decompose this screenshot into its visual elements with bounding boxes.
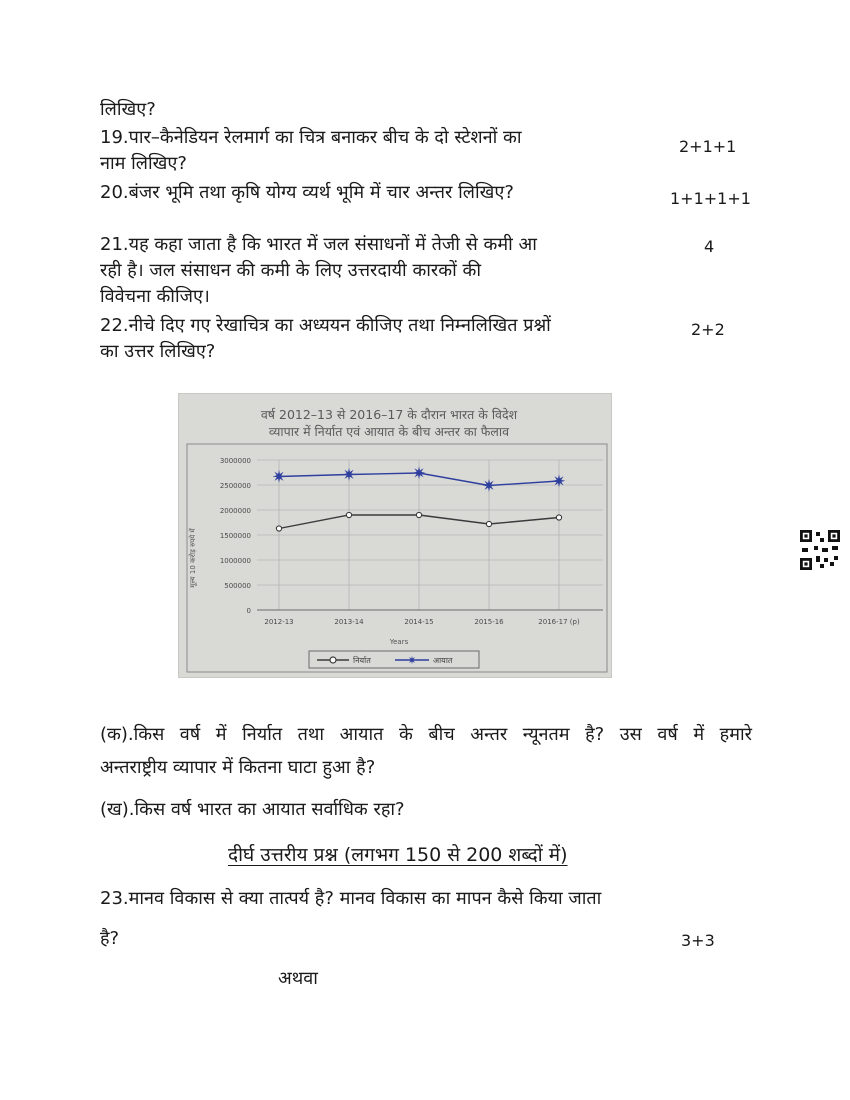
question-21 [100, 232, 656, 310]
x-tick-label: 2016-17 (p) [538, 618, 580, 626]
text-line: नाम लिखिए? [100, 153, 187, 174]
chart-y-axis-label: मूल्य 10 करोड़ रुपये में [189, 528, 197, 588]
import-point: ✷ [341, 465, 357, 486]
y-tick-label: 2500000 [219, 482, 251, 490]
text-line: है? [100, 928, 120, 949]
question-20 [100, 180, 660, 206]
marks-q23: 3+3 [681, 931, 715, 950]
marks-q20: 1+1+1+1 [670, 189, 751, 208]
import-point: ✷ [481, 476, 497, 497]
chart-title-line2: व्यापार में निर्यात एवं आयात के बीच अन्तर का फैलाव [268, 424, 510, 439]
import-point: ✷ [271, 467, 287, 488]
marks-q22: 2+2 [691, 320, 725, 339]
y-tick-label: 1500000 [219, 532, 251, 540]
chart-svg [179, 394, 613, 679]
chart-title-line1: वर्ष 2012–13 से 2016–17 के दौरान भारत के विदेश [260, 407, 518, 422]
y-tick-label: 0 [246, 607, 251, 615]
section-heading: दीर्घ उत्तरीय प्रश्न (लगभग 150 से 200 शब्दों में) [228, 844, 568, 866]
text-line: रही है। जल संसाधन की कमी के लिए उत्तरदायी कारकों की [100, 260, 481, 281]
import-point: ✷ [551, 472, 567, 492]
question-18-end [100, 97, 660, 123]
export-point [486, 521, 491, 526]
text-line: का उत्तर लिखिए? [100, 341, 216, 362]
legend-import-marker: ✷ [407, 654, 417, 667]
legend-export-label: निर्यात [353, 656, 371, 665]
sub-question-kha: (ख).किस वर्ष भारत का आयात सर्वाधिक रहा? [100, 799, 405, 820]
text-line: 21.यह कहा जाता है कि भारत में जल संसाधनों में तेजी से कमी आ [100, 234, 537, 255]
export-point [556, 515, 561, 520]
export-point [276, 526, 281, 531]
marks-q19: 2+1+1 [679, 137, 737, 156]
y-tick-label: 1000000 [219, 557, 251, 565]
x-tick-label: 2012-13 [264, 618, 294, 626]
marks-q21: 4 [704, 237, 715, 256]
x-tick-label: 2013-14 [334, 618, 364, 626]
chart-x-axis-label: Years [389, 638, 409, 646]
sub-question-ka [100, 720, 752, 783]
qr-code [800, 530, 840, 570]
text-line: विवेचना कीजिए। [100, 286, 210, 307]
legend-export-marker [330, 657, 336, 663]
question-23 [100, 884, 720, 954]
athva-label: अथवा [278, 968, 318, 989]
text-line: 22.नीचे दिए गए रेखाचित्र का अध्ययन कीजिए तथा निम्नलिखित प्रश्नों [100, 315, 551, 336]
chart-legend [309, 651, 479, 668]
y-tick-label: 2000000 [219, 507, 251, 515]
y-tick-label: 3000000 [219, 457, 251, 465]
x-tick-label: 2014-15 [404, 618, 434, 626]
export-point [416, 512, 421, 517]
question-19 [100, 125, 656, 177]
import-point: ✷ [411, 464, 427, 484]
export-point [346, 512, 351, 517]
x-tick-label: 2015-16 [474, 618, 504, 626]
legend-import-label: आयात [433, 656, 453, 665]
y-tick-label: 500000 [224, 582, 251, 590]
text-line: (क).किस वर्ष में निर्यात तथा आयात के बीच अन्तर न्यूनतम है? उस वर्ष में हमारे [100, 724, 752, 745]
text-line: 19.पार–कैनेडियन रेलमार्ग का चित्र बनाकर बीच के दो स्टेशनों का [100, 127, 522, 148]
text-line: लिखिए? [100, 99, 156, 120]
text-line: अन्तराष्ट्रीय व्यापार में कितना घाटा हुआ है? [100, 757, 376, 778]
text-line: 23.मानव विकास से क्या तात्पर्य है? मानव विकास का मापन कैसे किया जाता [100, 888, 602, 909]
text-line: 20.बंजर भूमि तथा कृषि योग्य व्यर्थ भूमि में चार अन्तर लिखिए? [100, 182, 514, 203]
trade-chart [178, 393, 612, 678]
question-22 [100, 313, 656, 365]
